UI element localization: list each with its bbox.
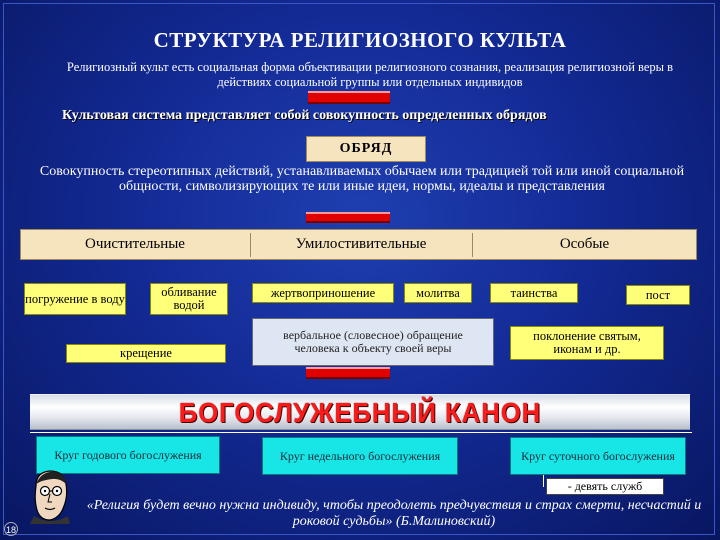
liturgical-canon-title: БОГОСЛУЖЕБНЫЙ КАНОН xyxy=(178,397,542,428)
cycle-daily: Круг суточного богослужения xyxy=(510,437,686,475)
ritual-definition: Совокупность стереотипных действий, устанавливаемых обычаем или традицией той или иной социальной общности, символизирующих те или иные идеи, нормы, идеалы и представления xyxy=(39,164,685,194)
category-divider-1 xyxy=(250,233,251,257)
cult-system-statement: Культовая система представляет собой совокупность определенных обрядов xyxy=(62,108,547,123)
cycle-annual: Круг годового богослужения xyxy=(36,436,220,474)
red-connector-bottom xyxy=(306,367,390,379)
ritual-label: ОБРЯД xyxy=(306,136,426,162)
malinowski-portrait-icon xyxy=(26,466,74,524)
page-number: 18 xyxy=(4,522,18,536)
nine-services-connector xyxy=(543,475,544,487)
item-fasting: пост xyxy=(626,285,690,305)
item-prayer: молитва xyxy=(404,283,472,303)
item-sacraments: таинства xyxy=(490,283,578,303)
category-divider-2 xyxy=(472,233,473,257)
canon-underline xyxy=(30,432,692,433)
quote-text: «Религия будет вечно нужна индивиду, чтобы преодолеть предчувствия и страх смерти, несчастий и роковой судьбы» xyxy=(86,498,702,529)
red-connector-top xyxy=(308,91,390,104)
item-baptism: крещение xyxy=(66,344,226,363)
item-veneration: поклонение святым, иконам и др. xyxy=(510,326,664,360)
cycle-weekly: Круг недельного богослужения xyxy=(262,437,458,475)
quote-author: (Б.Малиновский) xyxy=(395,514,496,529)
category-propitiatory: Умилостивительные xyxy=(295,236,427,252)
item-verbal-address: вербальное (словесное) обращение человека к объекту своей веры xyxy=(252,318,494,366)
quote xyxy=(84,498,704,530)
cult-definition: Религиозный культ есть социальная форма объективации религиозного сознания, реализация религиозной веры в действиях социальной группы или отдельных индивидов xyxy=(66,60,674,89)
category-purifying: Очистительные xyxy=(85,236,185,252)
item-immersion: погружение в воду xyxy=(24,283,126,315)
category-special: Особые xyxy=(559,236,610,252)
red-connector-middle xyxy=(306,212,390,223)
slide-title: СТРУКТУРА РЕЛИГИОЗНОГО КУЛЬТА xyxy=(153,28,567,52)
item-dousing: обливание водой xyxy=(150,283,228,315)
item-sacrifice: жертвоприношение xyxy=(252,283,394,303)
nine-services: - девять служб xyxy=(546,478,664,495)
